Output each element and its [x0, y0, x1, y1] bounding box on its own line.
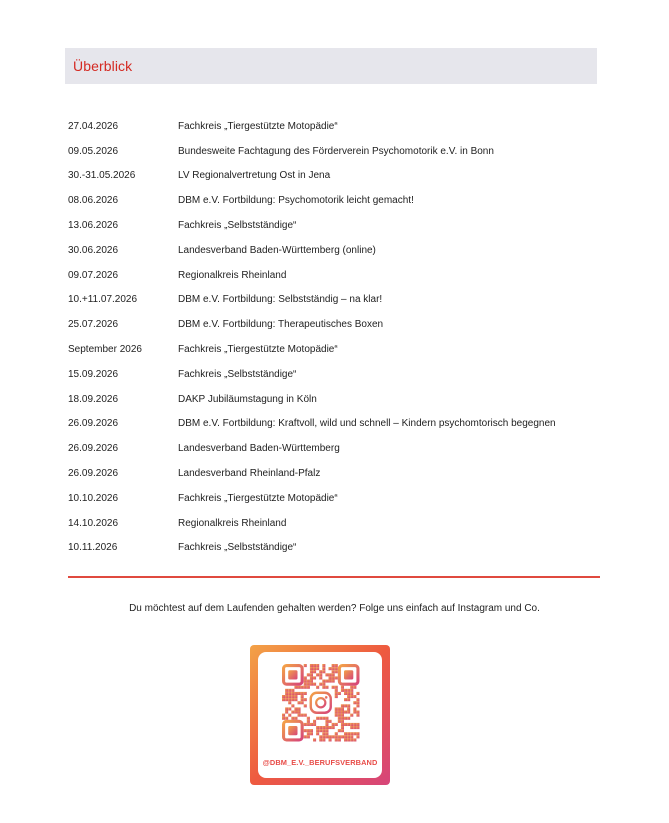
event-date: 13.06.2026 — [68, 220, 119, 232]
event-row — [68, 412, 608, 437]
event-row — [68, 362, 608, 387]
event-title: Bundesweite Fachtagung des Förderverein Psychomotorik e.V. in Bonn — [178, 145, 494, 157]
event-row — [68, 312, 608, 337]
event-date: 10.+11.07.2026 — [68, 294, 138, 306]
event-row — [68, 164, 608, 189]
event-date: 30.06.2026 — [68, 244, 119, 256]
instagram-icon — [308, 690, 334, 716]
event-row — [68, 461, 608, 486]
event-date: 10.11.2026 — [68, 542, 118, 554]
event-date: 14.10.2026 — [68, 517, 119, 529]
event-title: DBM e.V. Fortbildung: Psychomotorik leicht gemacht! — [178, 195, 414, 207]
event-row — [68, 511, 608, 536]
event-date: 30.-31.05.2026 — [68, 170, 136, 182]
event-title: DAKP Jubiläumstagung in Köln — [178, 393, 317, 405]
event-row — [68, 387, 608, 412]
event-row — [68, 238, 608, 263]
event-title: Landesverband Rheinland-Pfalz — [178, 468, 321, 480]
event-date: 09.05.2026 — [68, 145, 119, 157]
event-row — [68, 486, 608, 511]
event-date: 25.07.2026 — [68, 319, 119, 331]
event-title: Fachkreis „Tiergestützte Motopädie“ — [178, 492, 338, 504]
event-row — [68, 139, 608, 164]
event-date: 18.09.2026 — [68, 393, 119, 405]
event-row — [68, 436, 608, 461]
event-date: 27.04.2026 — [68, 120, 119, 132]
event-row — [68, 337, 608, 362]
event-title: Regionalkreis Rheinland — [178, 517, 287, 529]
event-title: Regionalkreis Rheinland — [178, 269, 287, 281]
event-date: 26.09.2026 — [68, 468, 119, 480]
event-title: DBM e.V. Fortbildung: Kraftvoll, wild und schnell – Kindern psychomtorisch begegnen — [178, 418, 556, 430]
event-row — [68, 114, 608, 139]
event-title: LV Regionalvertretung Ost in Jena — [178, 170, 331, 182]
event-title: DBM e.V. Fortbildung: Selbstständig – na klar! — [178, 294, 383, 306]
instagram-handle: @DBM_E.V._BERUFSVERBAND — [262, 758, 378, 767]
event-date: 09.07.2026 — [68, 269, 119, 281]
instagram-qr-code[interactable] — [250, 645, 390, 785]
event-date: 10.10.2026 — [68, 492, 119, 504]
event-row — [68, 536, 608, 561]
event-title: DBM e.V. Fortbildung: Therapeutisches Boxen — [178, 319, 384, 331]
event-list — [68, 114, 608, 560]
event-row — [68, 288, 608, 313]
event-title: Landesverband Baden-Württemberg (online) — [178, 244, 376, 256]
qr-code-panel — [258, 652, 382, 778]
event-title: Fachkreis „Tiergestützte Motopädie“ — [178, 344, 338, 356]
page-title: Überblick — [73, 58, 133, 74]
event-row — [68, 263, 608, 288]
event-date: September 2026 — [68, 344, 142, 356]
event-date: 26.09.2026 — [68, 418, 119, 430]
event-date: 08.06.2026 — [68, 195, 119, 207]
event-date: 26.09.2026 — [68, 443, 119, 455]
divider — [68, 576, 600, 578]
event-title: Fachkreis „Selbstständige“ — [178, 220, 297, 232]
event-row — [68, 213, 608, 238]
follow-text: Du möchtest auf dem Laufenden gehalten werden? Folge uns einfach auf Instagram und Co. — [129, 603, 540, 614]
overview-header — [65, 48, 597, 84]
event-title: Fachkreis „Tiergestützte Motopädie“ — [178, 120, 338, 132]
event-title: Fachkreis „Selbstständige“ — [178, 542, 297, 554]
event-title: Landesverband Baden-Württemberg — [178, 443, 340, 455]
event-row — [68, 188, 608, 213]
event-date: 15.09.2026 — [68, 368, 119, 380]
event-title: Fachkreis „Selbstständige“ — [178, 368, 297, 380]
